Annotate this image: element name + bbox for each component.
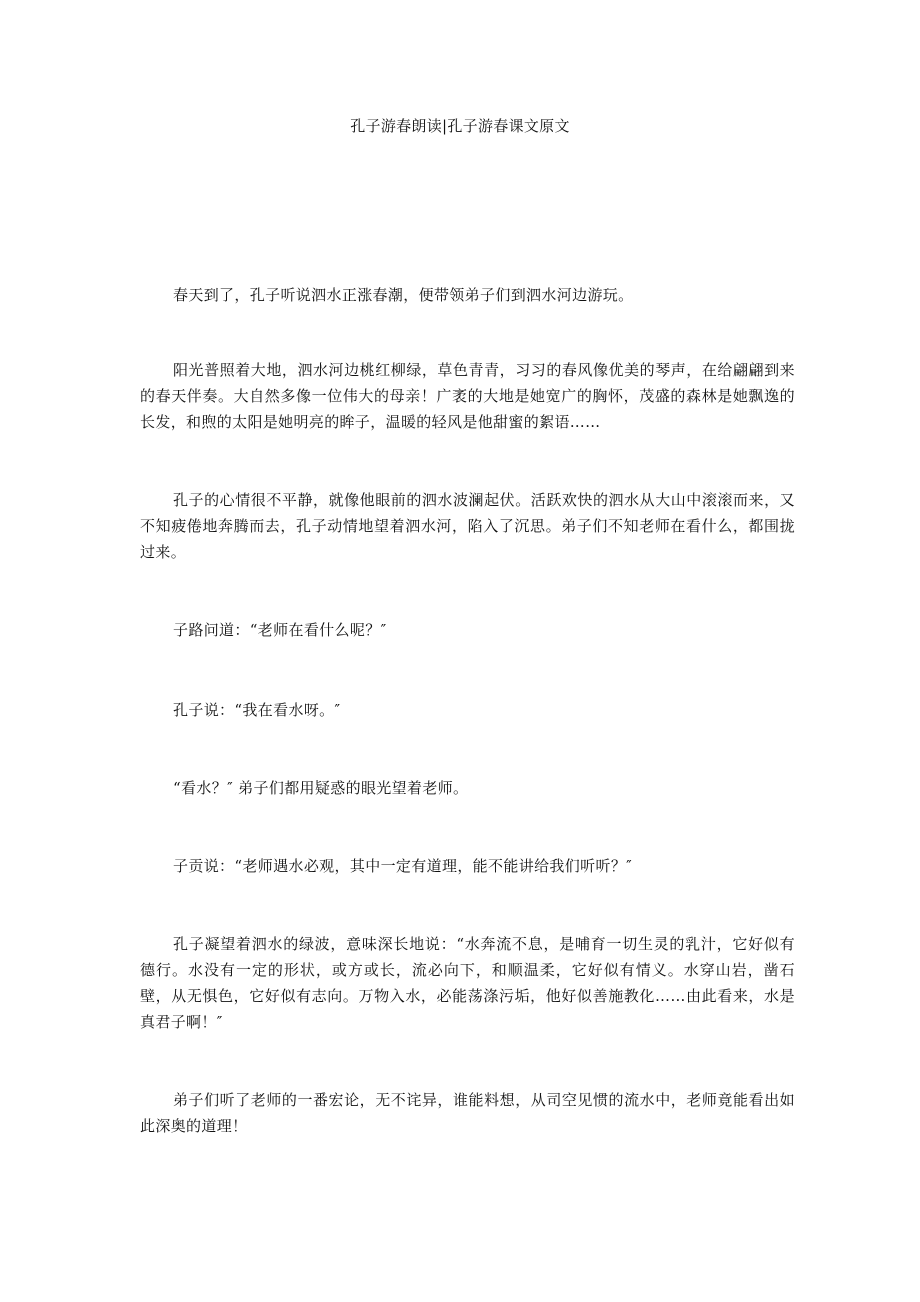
paragraph-spring-arrives: 春天到了，孔子听说泗水正涨春潮，便带领弟子们到泗水河边游玩。 [173, 286, 634, 304]
paragraph-water-virtues: 孔子凝望着泗水的绿波，意味深长地说：“水奔流不息，是哺育一切生灵的乳汁，它好似有德行。水没有一定的形状，或方或长，流必向下，和顺温柔，它好似有情义。水穿山岩，凿石壁，从无惧色，它好似有志向。万物入水，必能荡涤污垢，他好似善施教化……由此看来，水是真君子啊！″ [140, 935, 795, 1031]
paragraph-confucius-mood: 孔子的心情很不平静，就像他眼前的泗水波澜起伏。活跃欢快的泗水从大山中滚滚而来，又不知疲倦地奔腾而去，孔子动情地望着泗水河，陷入了沉思。弟子们不知老师在看什么，都围拢过来。 [140, 491, 795, 561]
paragraph-confucius-answers: 孔子说：“我在看水呀。″ [173, 701, 341, 719]
paragraph-disciples-puzzled: “看水？″ 弟子们都用疑惑的眼光望着老师。 [173, 779, 469, 797]
paragraph-sunshine: 阳光普照着大地，泗水河边桃红柳绿，草色青青，习习的春风像优美的琴声，在给翩翩到来的春天伴奏。大自然多像一位伟大的母亲！广袤的大地是她宽广的胸怀，茂盛的森林是她飘逸的长发，和煦的太阳是她明亮的眸子，温暖的轻风是他甜蜜的絮语…… [140, 361, 795, 431]
paragraph-zigong-asks: 子贡说：“老师遇水必观，其中一定有道理，能不能讲给我们听听？″ [173, 857, 633, 875]
paragraph-disciples-amazed: 弟子们听了老师的一番宏论，无不诧异，谁能料想，从司空见惯的流水中，老师竟能看出如此深奥的道理！ [140, 1091, 795, 1135]
paragraph-zilu-asks: 子路问道：“老师在看什么呢？″ [173, 621, 387, 639]
page-title: 孔子游春朗读|孔子游春课文原文 [350, 117, 570, 135]
